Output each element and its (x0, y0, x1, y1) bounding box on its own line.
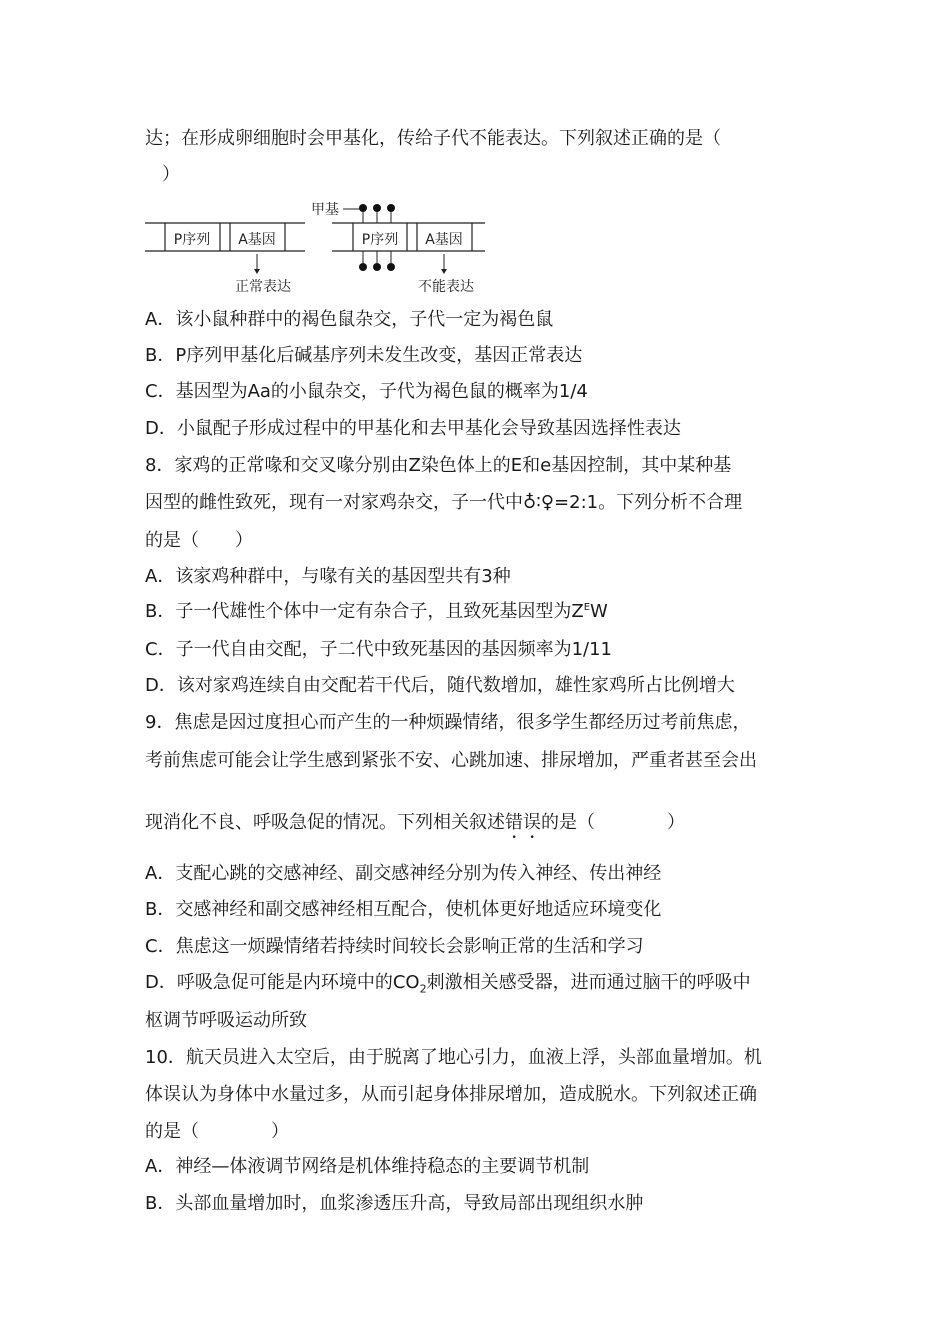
option-b-q10: B．头部血量增加时，血浆渗透压升高，导致局部出现组织水肿 (145, 1193, 644, 1214)
methyl-group (359, 204, 367, 212)
methyl-label: 甲基 (311, 202, 339, 218)
option-a-q9: A．支配心跳的交感神经、副交感神经分别为传入神经、传出神经 (145, 863, 662, 884)
option-c-q8: C．子一代自由交配，子二代中致死基因的基因频率为1/11 (145, 639, 612, 660)
option-c-q7: C．基因型为Aa的小鼠杂交，子代为褐色鼠的概率为1/4 (145, 381, 588, 402)
methyl-group (387, 204, 395, 212)
blocked-expression-caption: 不能表达 (418, 279, 474, 295)
question-10-line-1: 10．航天员进入太空后，由于脱离了地心引力，血液上浮，头部血量增加。机 (145, 1047, 762, 1068)
methylation-diagram (145, 196, 495, 296)
methyl-group (373, 204, 381, 212)
text-line-2: ） (162, 164, 180, 185)
option-b-q7: B．P序列甲基化后碱基序列未发生改变，基因正常表达 (145, 345, 583, 366)
methyl-group (359, 263, 367, 271)
option-a-q7: A．该小鼠种群中的褐色鼠杂交，子代一定为褐色鼠 (145, 309, 554, 330)
question-9-line-2: 考前焦虑可能会让学生感到紧张不安、心跳加速、排尿增加，严重者甚至会出 (145, 750, 757, 771)
text-line-1: 达；在形成卵细胞时会甲基化，传给子代不能表达。下列叙述正确的是（ (145, 128, 721, 149)
question-8-line-3: 的是（ ） (145, 530, 253, 551)
question-10-line-3: 的是（ ） (145, 1121, 289, 1142)
emphasized-word: 错误 (505, 812, 541, 833)
normal-expression-caption: 正常表达 (235, 279, 291, 295)
methyl-group (373, 263, 381, 271)
methyl-group (387, 263, 395, 271)
a-gene-label-right: A基因 (425, 232, 463, 248)
question-9-line-1: 9．焦虑是因过度担心而产生的一种烦躁情绪，很多学生都经历过考前焦虑， (145, 712, 751, 733)
option-b-q8: B．子一代雄性个体中一定有杂合子，且致死基因型为$Z^EW$ (145, 601, 608, 622)
option-d-q7: D．小鼠配子形成过程中的甲基化和去甲基化会导致基因选择性表达 (145, 418, 681, 439)
option-c-q9: C．焦虑这一烦躁情绪若持续时间较长会影响正常的生活和学习 (145, 936, 644, 957)
p-sequence-label-right: P序列 (361, 232, 399, 248)
option-d-q9-line-1: D．呼吸急促可能是内环境中的$CO_2$刺激相关感受器，进而通过脑干的呼吸中 (145, 972, 751, 996)
option-b-q9: B．交感神经和副交感神经相互配合，使机体更好地适应环境变化 (145, 899, 662, 920)
question-9-line-3: 现消化不良、呼吸急促的情况。下列相关叙述错误的是（ ） (145, 812, 685, 833)
option-d-q9-line-2: 枢调节呼吸运动所致 (145, 1010, 307, 1031)
question-8-line-2: 因型的雌性致死，现有一对家鸡杂交，子一代中♁∶♀=2:1。下列分析不合理 (145, 492, 743, 513)
option-d-q8: D．该对家鸡连续自由交配若干代后，随代数增加，雄性家鸡所占比例增大 (145, 675, 735, 696)
option-a-q8: A．该家鸡种群中，与喙有关的基因型共有3种 (145, 566, 511, 587)
question-8-line-1: 8．家鸡的正常喙和交叉喙分别由Z染色体上的E和e基因控制，其中某种基 (145, 455, 732, 476)
question-10-line-2: 体误认为身体中水量过多，从而引起身体排尿增加，造成脱水。下列叙述正确 (145, 1084, 757, 1105)
a-gene-label-left: A基因 (238, 232, 276, 248)
option-a-q10: A．神经—体液调节网络是机体维持稳态的主要调节机制 (145, 1156, 590, 1177)
p-sequence-label-left: P序列 (173, 232, 211, 248)
